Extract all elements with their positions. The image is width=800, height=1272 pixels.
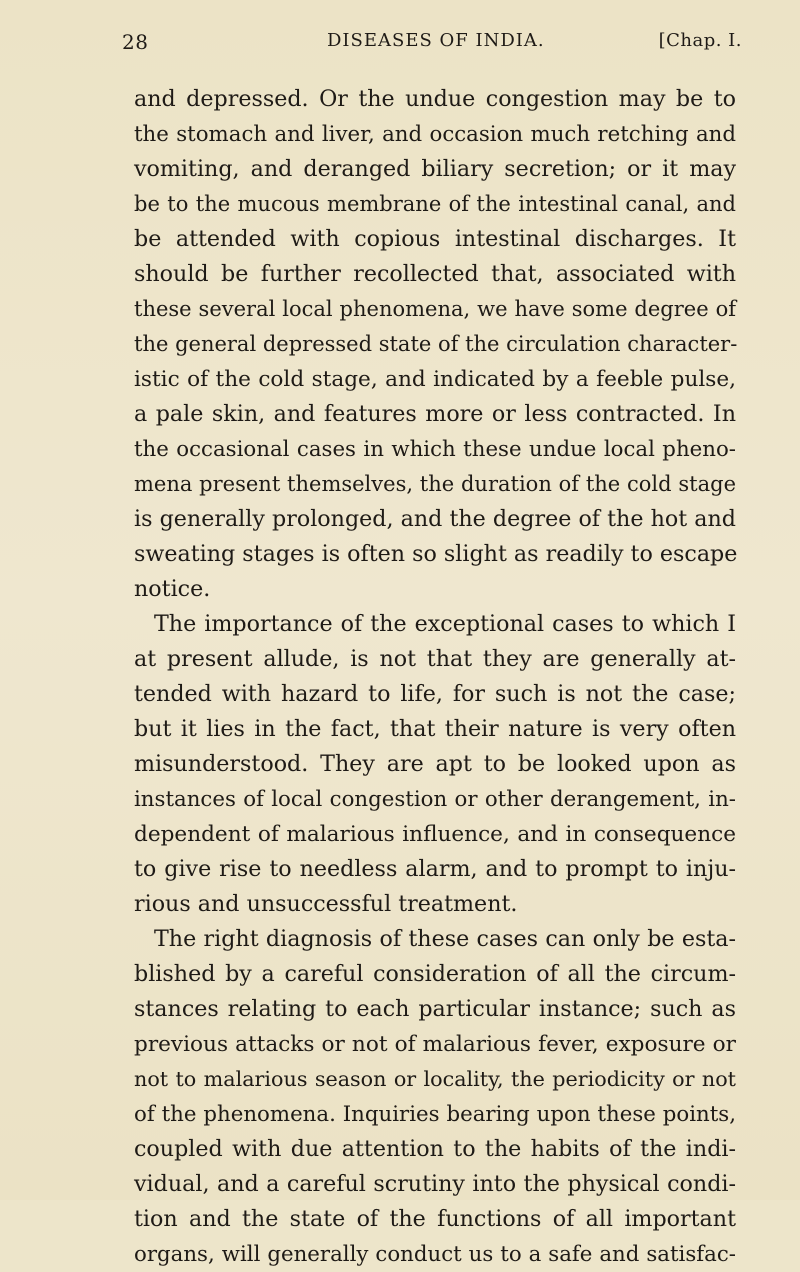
text-line: these several local phenomena, we have some degree of: [134, 297, 736, 321]
text-line: rious and unsuccessful treatment.: [134, 891, 518, 917]
text-line: be to the mucous membrane of the intestinal canal, and: [134, 192, 736, 216]
text-line: The importance of the exceptional cases to which I: [154, 611, 736, 637]
text-line: not to malarious season or locality, the periodicity or not: [134, 1067, 736, 1091]
body-text: [134, 82, 736, 1272]
text-line: misunderstood. They are apt to be looked upon as: [134, 751, 736, 777]
text-line: at present allude, is not that they are generally at-: [134, 646, 736, 672]
text-line: notice.: [134, 576, 211, 602]
text-line: sweating stages is often so slight as readily to escape: [134, 541, 738, 567]
text-line: but it lies in the fact, that their nature is very often: [134, 716, 736, 742]
text-line: and depressed. Or the undue congestion may be to: [134, 86, 736, 112]
text-line: coupled with due attention to the habits of the indi-: [134, 1136, 736, 1162]
text-line: organs, will generally conduct us to a safe and satisfac-: [134, 1242, 736, 1267]
text-line: the general depressed state of the circulation character-: [134, 332, 738, 356]
text-line: is generally prolonged, and the degree of the hot and: [134, 506, 736, 532]
text-line: stances relating to each particular instance; such as: [134, 996, 736, 1022]
page-number: 28: [122, 30, 149, 54]
text-line: a pale skin, and features more or less contracted. In: [134, 401, 736, 427]
chapter-reference: [Chap. I.: [658, 30, 742, 51]
text-line: tion and the state of the functions of all important: [134, 1206, 736, 1232]
text-line: of the phenomena. Inquiries bearing upon these points,: [134, 1102, 736, 1127]
text-line: vidual, and a careful scrutiny into the physical condi-: [134, 1171, 736, 1197]
text-line: istic of the cold stage, and indicated by a feeble pulse,: [134, 367, 736, 392]
text-line: blished by a careful consideration of all the circum-: [134, 961, 736, 987]
running-head: [122, 30, 742, 58]
running-title: DISEASES OF INDIA.: [327, 30, 545, 51]
text-line: to give rise to needless alarm, and to prompt to inju-: [134, 856, 736, 882]
text-line: instances of local congestion or other derangement, in-: [134, 787, 736, 812]
text-line: dependent of malarious influence, and in consequence: [134, 822, 736, 847]
text-line: the stomach and liver, and occasion much retching and: [134, 122, 736, 147]
text-line: mena present themselves, the duration of the cold stage: [134, 472, 736, 496]
text-line: previous attacks or not of malarious fever, exposure or: [134, 1032, 736, 1057]
text-line: should be further recollected that, associated with: [134, 261, 736, 287]
text-line: be attended with copious intestinal discharges. It: [134, 226, 736, 252]
text-line: the occasional cases in which these undue local pheno-: [134, 437, 736, 462]
text-line: vomiting, and deranged biliary secretion; or it may: [134, 156, 736, 182]
text-line: tended with hazard to life, for such is not the case;: [134, 681, 736, 707]
text-line: The right diagnosis of these cases can only be esta-: [154, 926, 736, 952]
